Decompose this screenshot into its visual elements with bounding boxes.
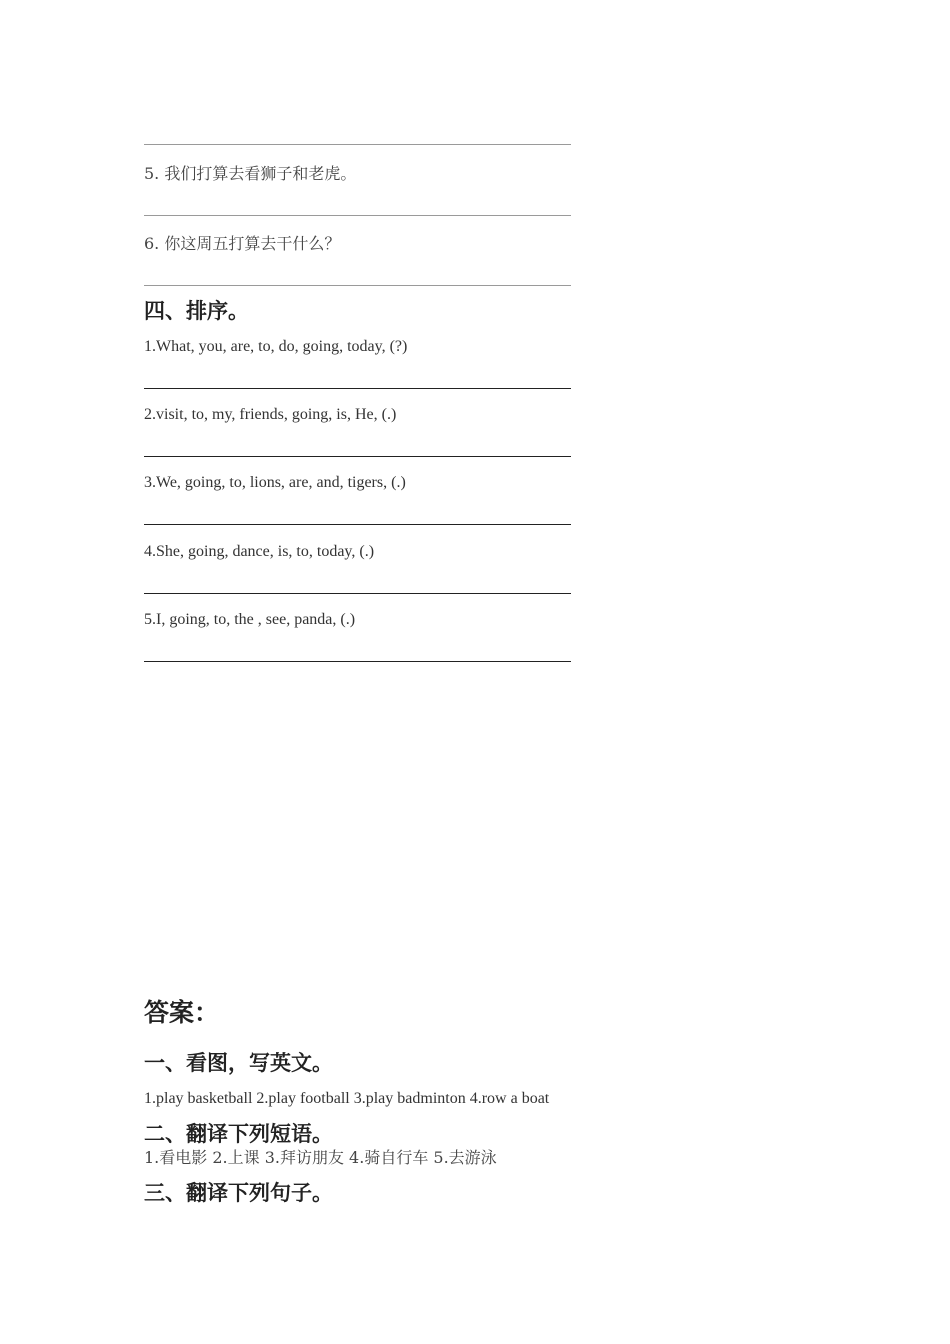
translate-item-6: 6. 你这周五打算去干什么？: [144, 234, 341, 253]
answer-line: [144, 144, 571, 145]
answers-title: 答案：: [144, 998, 220, 1027]
order-item-2: 2.visit, to, my, friends, going, is, He, (.): [144, 406, 397, 423]
order-item-4: 4.She, going, dance, is, to, today, (.): [144, 543, 375, 560]
answers-part2-text: 1.看电影 2.上课 3.拜访朋友 4.骑自行车 5.去游泳: [144, 1148, 497, 1167]
answer-line: [144, 215, 571, 216]
order-item-3: 3.We, going, to, lions, are, and, tigers, (.): [144, 474, 406, 491]
answers-part3-heading: 三、翻译下列句子。: [144, 1181, 333, 1205]
answer-line: [144, 388, 571, 389]
answers-part2-heading: 二、翻译下列短语。: [144, 1122, 333, 1146]
order-item-1: 1.What, you, are, to, do, going, today, (?): [144, 338, 408, 355]
answer-line: [144, 285, 571, 286]
translate-item-5: 5. 我们打算去看狮子和老虎。: [144, 164, 357, 183]
answer-line: [144, 524, 571, 525]
order-item-5: 5.I, going, to, the , see, panda, (.): [144, 611, 356, 628]
answers-part1-heading: 一、看图，写英文。: [144, 1051, 333, 1075]
answer-line: [144, 593, 571, 594]
answer-line: [144, 456, 571, 457]
answer-line: [144, 661, 571, 662]
section-heading-order: 四、排序。: [144, 299, 249, 323]
answers-part1-text: 1.play basketball 2.play football 3.play badminton 4.row a boat: [144, 1090, 550, 1107]
